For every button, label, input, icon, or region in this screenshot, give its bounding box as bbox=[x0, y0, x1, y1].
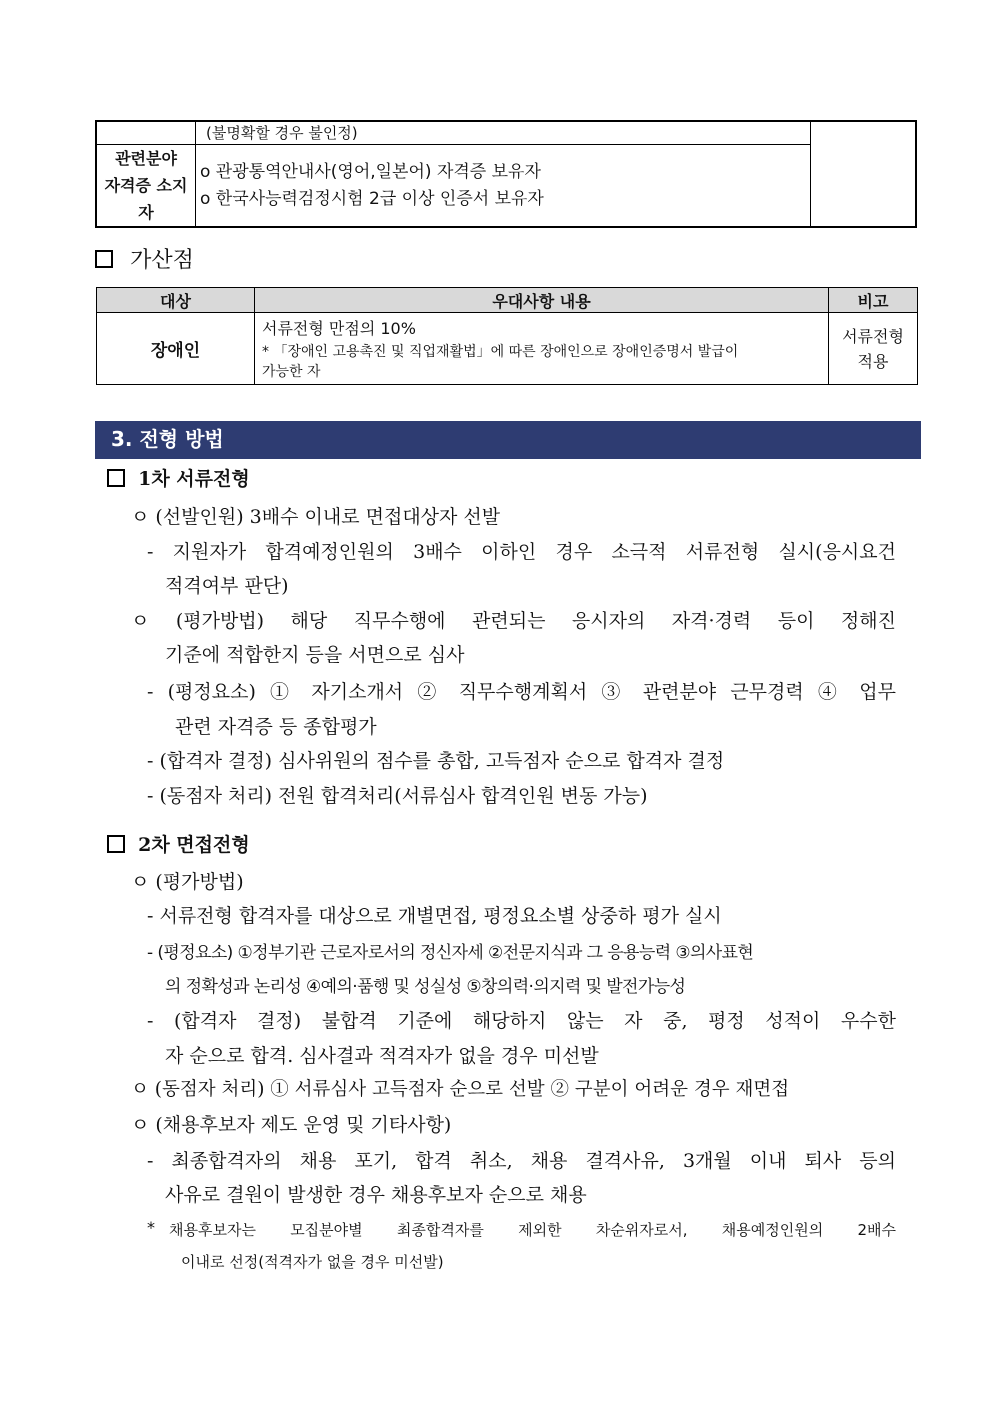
checkbox-square-icon bbox=[95, 250, 113, 268]
bonus-note-line: 가능한 자 bbox=[262, 363, 321, 380]
table-cell-empty-remark bbox=[811, 121, 917, 227]
qualification-label bbox=[96, 145, 196, 228]
bonus-content-line: 서류전형 만점의 10% bbox=[262, 318, 416, 338]
bonus-table bbox=[96, 287, 918, 385]
stage2-line: 의 정확성과 논리성 ④예의·품행 및 성실성 ⑤창의력·의지력 및 발전가능성 bbox=[165, 977, 686, 997]
checkbox-square-icon bbox=[107, 835, 125, 853]
footnote-asterisk: * bbox=[147, 1218, 155, 1237]
stage2-line: - (합격자 결정) 불합격 기준에 해당하지 않는 자 중, 평정 성적이 우수한 bbox=[147, 1010, 896, 1032]
bonus-heading-text: 가산점 bbox=[130, 248, 194, 273]
qualification-table bbox=[95, 120, 917, 228]
bonus-remark bbox=[829, 313, 918, 385]
footnote-line: 이내로 선정(적격자가 없을 경우 미선발) bbox=[181, 1253, 444, 1271]
stage2-line: ㅇ (평가방법) bbox=[131, 871, 244, 893]
stage2-heading bbox=[107, 830, 250, 857]
qualification-label-line2: 자격증 소지자 bbox=[104, 176, 188, 222]
stage2-line: 자 순으로 합격. 심사결과 적격자가 없을 경우 미선발 bbox=[165, 1045, 599, 1067]
qualification-items bbox=[196, 145, 811, 228]
bonus-remark-line1: 서류전형 bbox=[842, 326, 904, 346]
stage1-heading-text: 1차 서류전형 bbox=[138, 468, 250, 490]
stage1-line: - (합격자 결정) 심사위원의 점수를 총합, 고득점자 순으로 합격자 결정 bbox=[147, 750, 725, 772]
qualification-label-line1: 관련분야 bbox=[115, 149, 177, 168]
checkbox-square-icon bbox=[107, 469, 125, 487]
bonus-content bbox=[255, 313, 829, 385]
stage1-line: 기준에 적합한지 등을 서면으로 심사 bbox=[165, 644, 465, 666]
section-title-bar: 3. 전형 방법 bbox=[95, 421, 921, 458]
bonus-target: 장애인 bbox=[97, 313, 255, 385]
stage2-line: 사유로 결원이 발생한 경우 채용후보자 순으로 채용 bbox=[165, 1184, 587, 1206]
stage1-line: - (평정요소) ① 자기소개서 ② 직무수행계획서 ③ 관련분야 근무경력 ④ 업무 bbox=[147, 681, 896, 703]
footnote-line: 채용후보자는 모집분야별 최종합격자를 제외한 차순위자로서, 채용예정인원의 2배수 bbox=[169, 1221, 896, 1239]
header-remark: 비고 bbox=[829, 288, 918, 313]
header-target: 대상 bbox=[97, 288, 255, 313]
header-content: 우대사항 내용 bbox=[255, 288, 829, 313]
table-cell-empty-label bbox=[96, 121, 196, 145]
bonus-heading bbox=[95, 243, 194, 274]
stage1-line: ㅇ (평가방법) 해당 직무수행에 관련되는 응시자의 자격·경력 등이 정해진 bbox=[131, 610, 896, 632]
stage1-line: - (동점자 처리) 전원 합격처리(서류심사 합격인원 변동 가능) bbox=[147, 785, 648, 807]
stage1-line: ㅇ (선발인원) 3배수 이내로 면접대상자 선발 bbox=[131, 506, 501, 528]
stage2-line: - 최종합격자의 채용 포기, 합격 취소, 채용 결격사유, 3개월 이내 퇴사 등의 bbox=[147, 1150, 896, 1172]
stage2-line: - 서류전형 합격자를 대상으로 개별면접, 평정요소별 상중하 평가 실시 bbox=[147, 905, 722, 927]
stage2-line: ㅇ (동점자 처리) ① 서류심사 고득점자 순으로 선발 ② 구분이 어려운 경우 재면접 bbox=[131, 1079, 790, 1100]
note-row: (불명확할 경우 불인정) bbox=[196, 121, 811, 145]
stage1-line: 적격여부 판단) bbox=[165, 575, 289, 597]
stage1-line: - 지원자가 합격예정인원의 3배수 이하인 경우 소극적 서류전형 실시(응시요건 bbox=[147, 541, 896, 563]
stage1-heading bbox=[107, 464, 250, 491]
section-underline bbox=[95, 458, 921, 459]
qualification-item: o 한국사능력검정시험 2급 이상 인증서 보유자 bbox=[200, 188, 544, 209]
qualification-item: o 관광통역안내사(영어,일본어) 자격증 보유자 bbox=[200, 161, 541, 182]
bonus-note-line: * 「장애인 고용촉진 및 직업재활법」에 따른 장애인으로 장애인증명서 발급이 bbox=[262, 343, 739, 360]
stage2-line: ㅇ (채용후보자 제도 운영 및 기타사항) bbox=[131, 1114, 452, 1136]
stage2-line: - (평정요소) ①정부기관 근로자로서의 정신자세 ②전문지식과 그 응용능력 ③의사표현 bbox=[147, 943, 754, 963]
stage1-line: 관련 자격증 등 종합평가 bbox=[175, 716, 377, 738]
bonus-remark-line2: 적용 bbox=[857, 351, 889, 371]
stage2-heading-text: 2차 면접전형 bbox=[138, 834, 250, 856]
